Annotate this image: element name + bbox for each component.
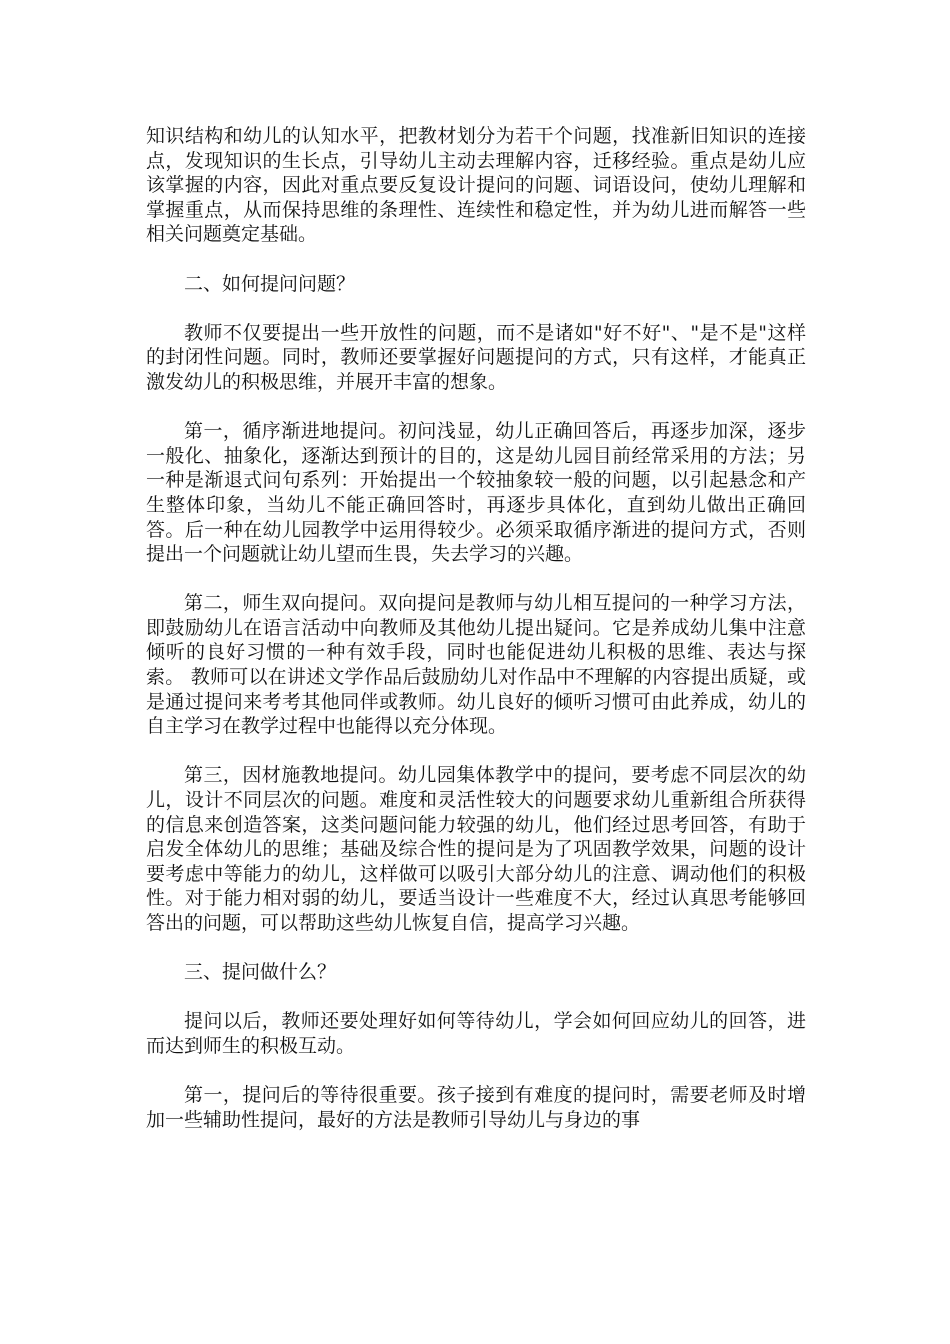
paragraph: 第三，因材施教地提问。幼儿园集体教学中的提问，要考虑不同层次的幼儿，设计不同层次的问题。难度和灵活性较大的问题要求幼儿重新组合所获得的信息来创造答案，这类问题问能力较强的幼儿，他们经过思考回答，有助于启发全体幼儿的思维；基础及综合性的提问是为了巩固教学效果，问题的设计要考虑中等能力的幼儿，这样做可以吸引大部分幼儿的注意、调动他们的积极性。对于能力相对弱的幼儿，要适当设计一些难度不大，经过认真思考能够回答出的问题，可以帮助这些幼儿恢复自信，提高学习兴趣。	[146, 764, 806, 934]
section-heading-3: 三、提问做什么？	[184, 961, 337, 984]
paragraph: 第二，师生双向提问。双向提问是教师与幼儿相互提问的一种学习方法，即鼓励幼儿在语言活动中向教师及其他幼儿提出疑问。它是养成幼儿集中注意倾听的良好习惯的一种有效手段，同时也能促进幼儿积极的思维、表达与探索。 教师可以在讲述文学作品后鼓励幼儿对作品中不理解的内容提出质疑，或是通过提问来考考其他同伴或教师。幼儿良好的倾听习惯可由此养成，幼儿的自主学习在教学过程中也能得以充分体现。	[146, 592, 806, 738]
section-heading-2: 二、如何提问问题？	[184, 272, 356, 295]
document-body	[146, 124, 806, 1157]
paragraph: 第一，循序渐进地提问。初问浅显，幼儿正确回答后，再逐步加深，逐步一般化、抽象化，逐渐达到预计的目的，这是幼儿园目前经常采用的方法；另一种是渐退式问句系列：开始提出一个较抽象较一般的问题，以引起悬念和产生整体印象，当幼儿不能正确回答时，再逐步具体化，直到幼儿做出正确回答。后一种在幼儿园教学中运用得较少。必须采取循序渐进的提问方式，否则提出一个问题就让幼儿望而生畏，失去学习的兴趣。	[146, 420, 806, 566]
paragraph-continuation: 知识结构和幼儿的认知水平，把教材划分为若干个问题，找准新旧知识的连接点，发现知识的生长点，引导幼儿主动去理解内容，迁移经验。重点是幼儿应该掌握的内容，因此对重点要反复设计提问的问题、词语设问，使幼儿理解和掌握重点，从而保持思维的条理性、连续性和稳定性，并为幼儿进而解答一些相关问题奠定基础。	[146, 125, 806, 246]
paragraph: 教师不仅要提出一些开放性的问题，而不是诸如"好不好"、"是不是"这样的封闭性问题。同时，教师还要掌握好问题提问的方式，只有这样，才能真正激发幼儿的积极思维，并展开丰富的想象。	[146, 321, 806, 393]
paragraph: 第一，提问后的等待很重要。孩子接到有难度的提问时，需要老师及时增加一些辅助性提问，最好的方法是教师引导幼儿与身边的事	[146, 1084, 806, 1131]
paragraph: 提问以后，教师还要处理好如何等待幼儿，学会如何回应幼儿的回答，进而达到师生的积极互动。	[146, 1010, 806, 1057]
